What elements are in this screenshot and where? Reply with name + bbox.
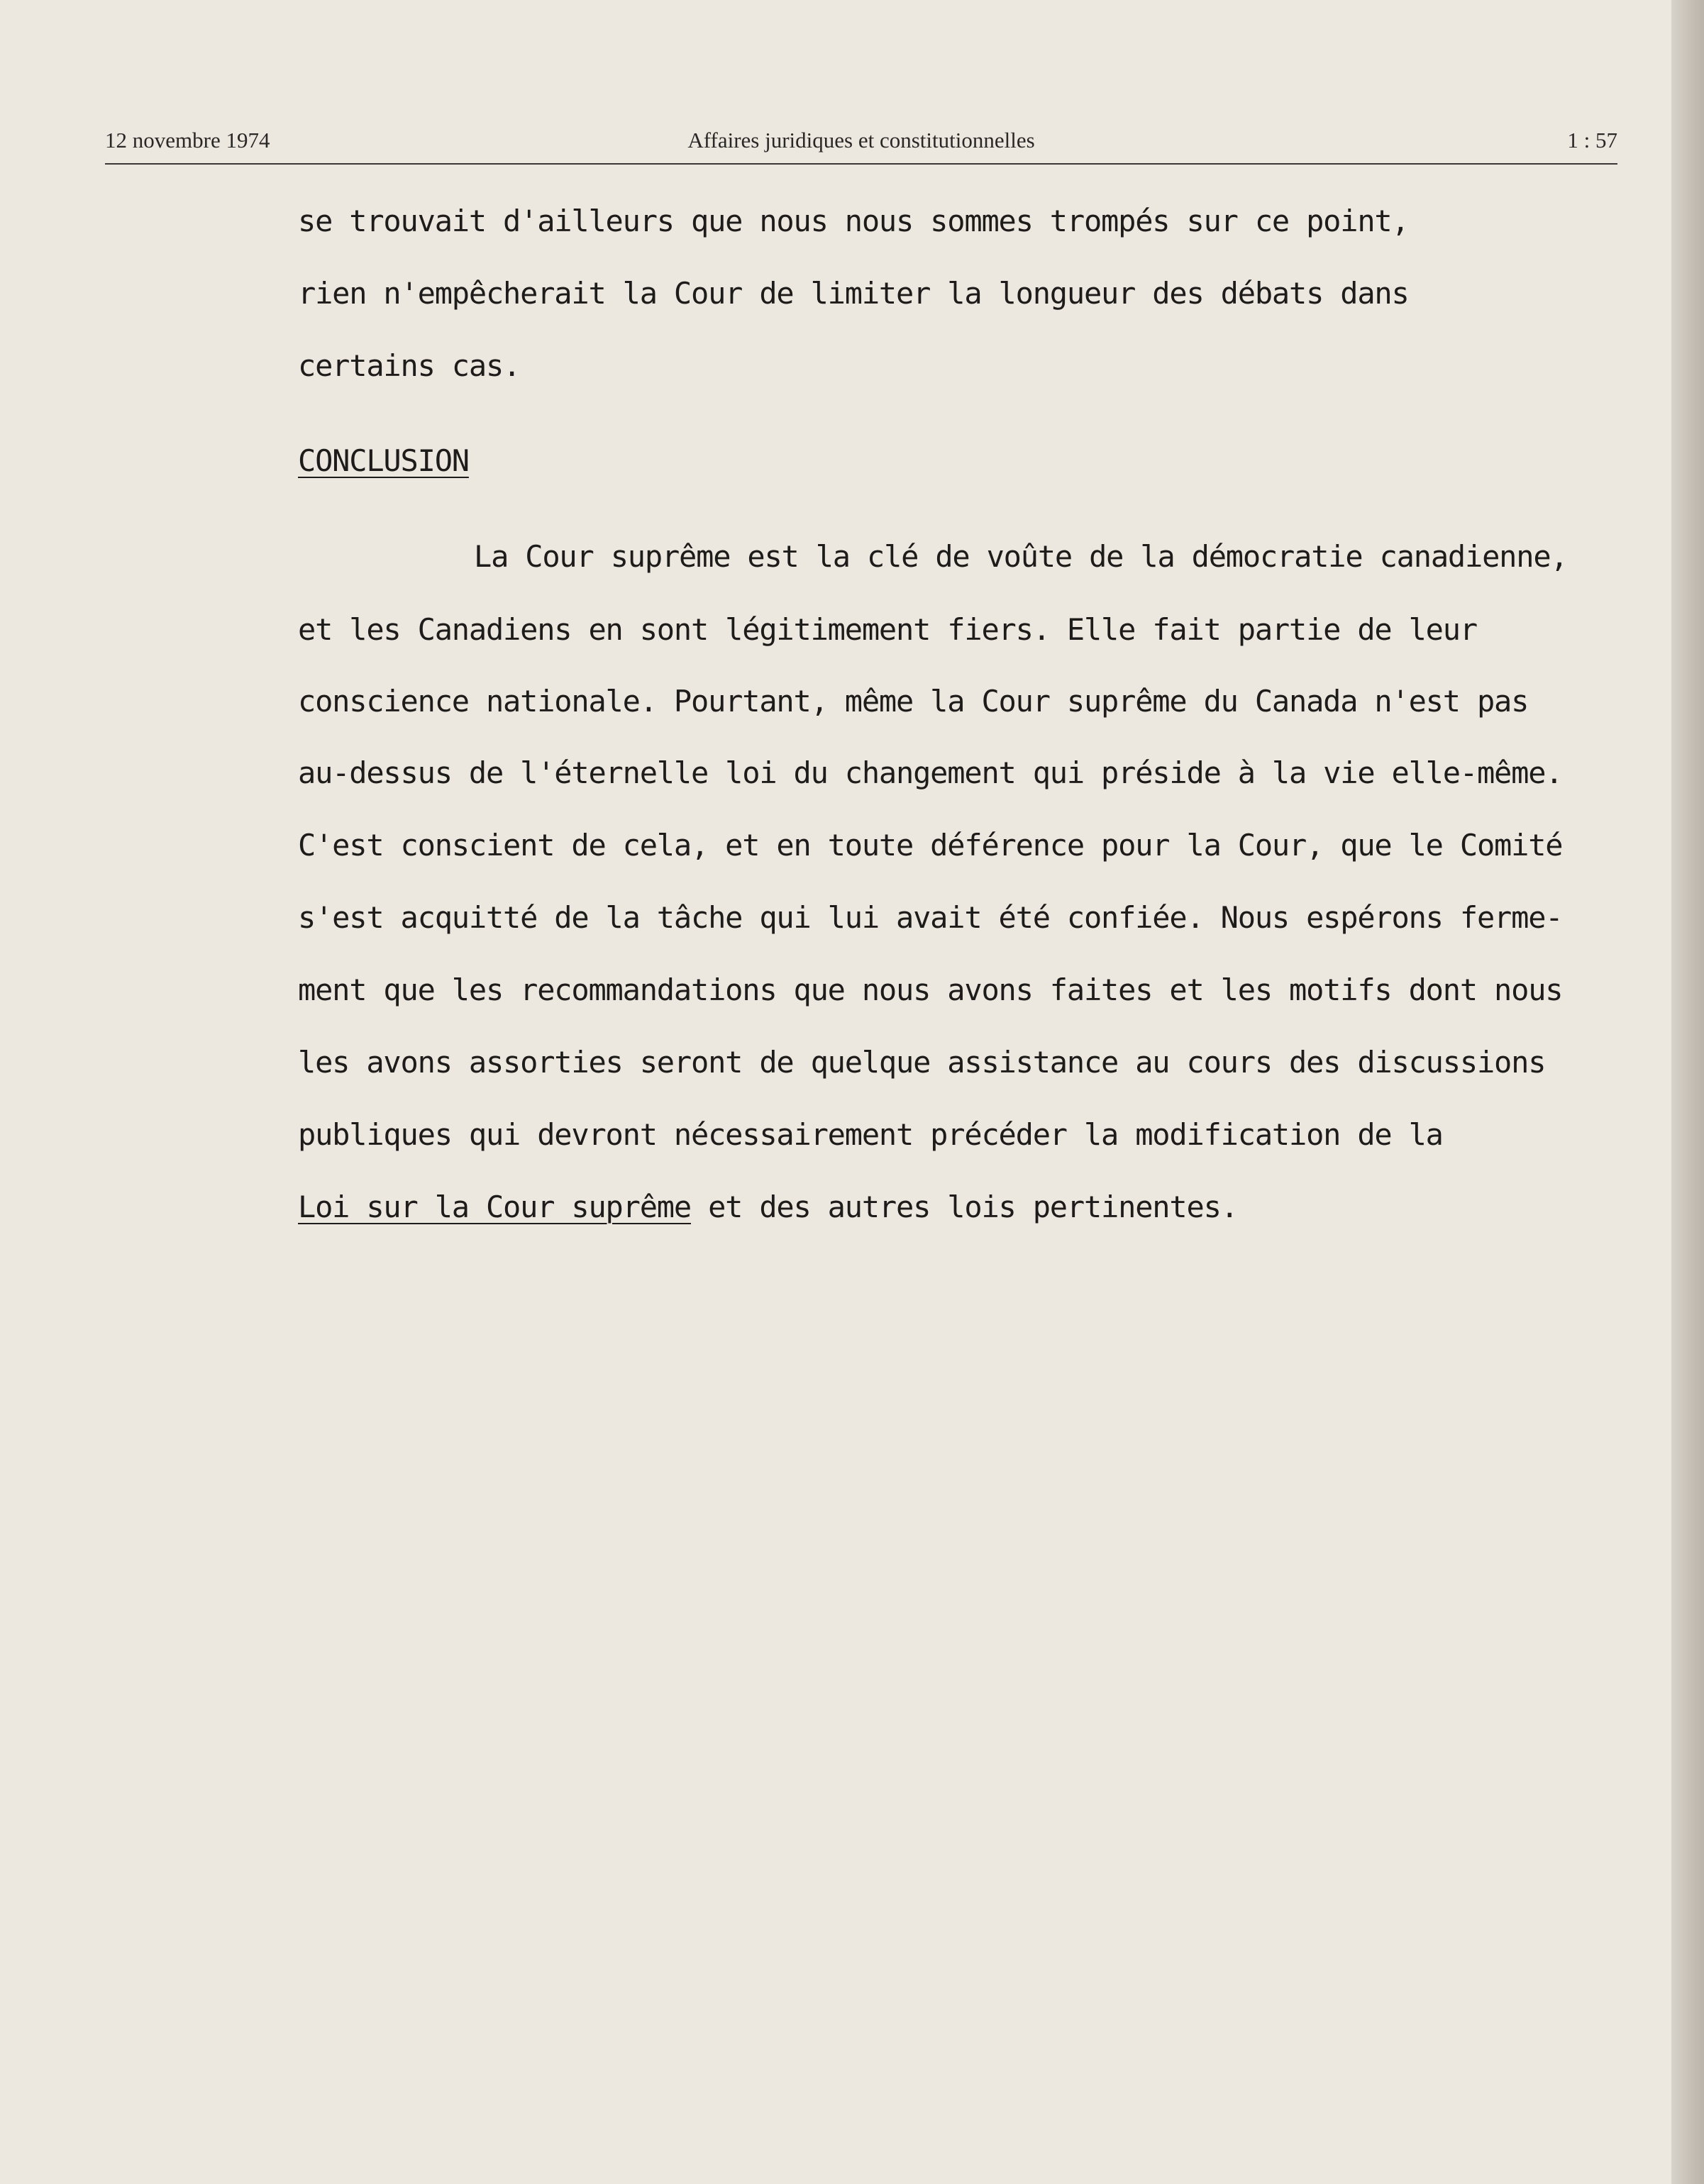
text-line: conscience nationale. Pourtant, même la Cour suprême du Canada n'est pas xyxy=(298,684,1529,719)
text-line: les avons assorties seront de quelque assistance au cours des discussions xyxy=(298,1045,1546,1080)
header-date: 12 novembre 1974 xyxy=(105,128,270,153)
header-page-number: 1 : 57 xyxy=(1567,128,1617,153)
statute-title: Loi sur la Cour suprême xyxy=(298,1190,691,1224)
text-line: rien n'empêcherait la Cour de limiter la longueur des débats dans xyxy=(298,276,1409,311)
text-line: et les Canadiens en sont légitimement fiers. Elle fait partie de leur xyxy=(298,612,1477,647)
running-header xyxy=(105,128,1617,163)
text-line-rest: et des autres lois pertinentes. xyxy=(690,1190,1238,1224)
text-line: La Cour suprême est la clé de voûte de la démocratie canadienne, xyxy=(474,539,1568,574)
text-line: certains cas. xyxy=(298,348,521,383)
text-line: C'est conscient de cela, et en toute déférence pour la Cour, que le Comité xyxy=(298,828,1563,863)
text-line: ment que les recommandations que nous avons faites et les motifs dont nous xyxy=(298,972,1563,1007)
text-line: se trouvait d'ailleurs que nous nous sommes trompés sur ce point, xyxy=(298,204,1409,238)
section-heading: CONCLUSION xyxy=(298,443,469,478)
text-line: s'est acquitté de la tâche qui lui avait été confiée. Nous espérons ferme- xyxy=(298,900,1563,935)
text-line-last xyxy=(298,1186,1238,1229)
text-line: publiques qui devront nécessairement précéder la modification de la xyxy=(298,1117,1443,1152)
header-rule xyxy=(105,163,1617,165)
header-title: Affaires juridiques et constitutionnelles xyxy=(687,128,1035,153)
page-edge-shadow xyxy=(1671,0,1704,2184)
text-line: au-dessus de l'éternelle loi du changement qui préside à la vie elle-même. xyxy=(298,755,1563,790)
